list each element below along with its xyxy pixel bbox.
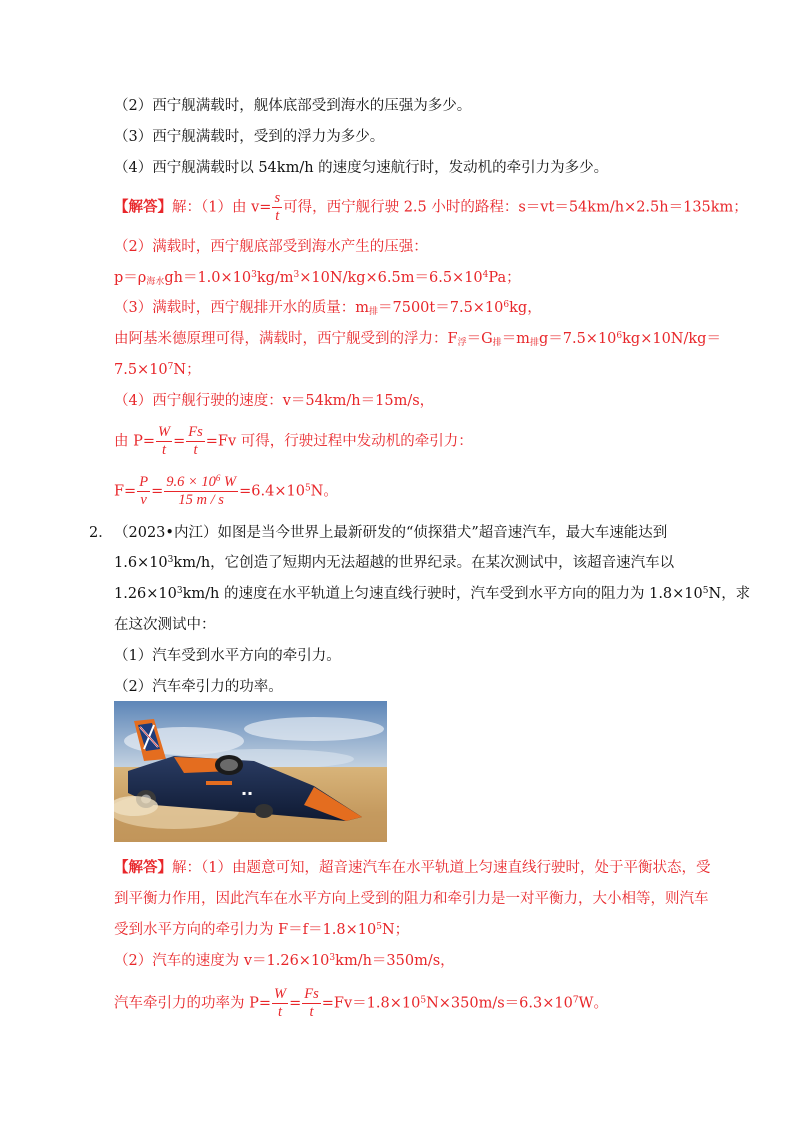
fraction-s-over-t [272, 190, 282, 225]
superscript: 7 [572, 995, 579, 1006]
text: =Fv 可得，行驶过程中发动机的牵引力： [205, 433, 473, 450]
svg-text:▪ ▪: ▪ ▪ [242, 790, 253, 797]
denominator: 15 m / s [178, 492, 224, 508]
supersonic-car-photo [114, 701, 387, 842]
answer-tag: 【解答】 [114, 859, 172, 876]
denominator: t [278, 1004, 283, 1020]
superscript: 3 [329, 953, 336, 963]
superscript: 7 [167, 362, 174, 372]
answer2-line4 [114, 951, 455, 971]
answer1-line3 [114, 268, 521, 292]
question-2: （2）西宁舰满载时，舰体底部受到海水的压强为多少。 [114, 98, 472, 114]
text: N。 [310, 483, 338, 500]
fraction-w-over-t [156, 424, 172, 459]
text: = [173, 433, 186, 450]
superscript: 3 [167, 555, 174, 565]
text: （2）汽车的速度为 v＝1.26×10 [114, 953, 330, 969]
text: kg×10N/kg＝ [622, 331, 721, 347]
superscript: 5 [420, 995, 427, 1006]
superscript: 3 [293, 270, 300, 280]
problem2-line4: 在这次测试中： [114, 617, 216, 633]
text: km/h，它创造了短期内无法超越的世界纪录。在某次测试中，该超音速汽车以 [173, 555, 675, 571]
text: p＝ρ [114, 270, 147, 286]
problem2-line2 [114, 553, 674, 573]
answer2-line5 [114, 986, 608, 1021]
answer2-line2: 到平衡力作用，因此汽车在水平方向上受到的阻力和牵引力是一对平衡力，大小相等，则汽车 [114, 891, 709, 907]
text: （1）由题意可知，超音速汽车在水平轨道上匀速直线行驶时，处于平衡状态，受 [201, 860, 711, 876]
text: g＝7.5×10 [538, 331, 617, 347]
answer2-line3 [114, 920, 409, 940]
text: 1.6×10 [114, 555, 168, 571]
text: 7.5×10 [114, 362, 168, 378]
subscript: 排 [529, 338, 539, 348]
text: N×350m/s＝6.3×10 [426, 995, 573, 1012]
text: 由 P= [114, 433, 156, 450]
text: F= [114, 483, 137, 500]
superscript: 5 [702, 586, 709, 596]
fraction-fs-over-t [186, 424, 205, 459]
subscript: 浮 [457, 338, 467, 348]
subscript: 海水 [146, 277, 165, 287]
answer-jie: 解： [172, 860, 201, 876]
numerator: s [274, 190, 281, 206]
problem2-question-2: （2）汽车牵引力的功率。 [114, 679, 283, 695]
text: N，求 [708, 586, 751, 602]
text: km/h 的速度在水平轨道上匀速直线行驶时，汽车受到水平方向的阻力为 1.8×10 [182, 586, 703, 602]
superscript: 5 [304, 483, 311, 494]
text: W。 [578, 995, 608, 1012]
answer1-line7: （4）西宁舰行驶的速度：v＝54km/h＝15m/s， [114, 393, 435, 409]
text: ＝m [501, 331, 530, 347]
subscript: 排 [368, 307, 378, 317]
numerator: W [274, 986, 287, 1002]
superscript: 5 [376, 922, 382, 932]
text: km/h＝350m/s， [335, 953, 455, 969]
superscript: 6 [503, 300, 510, 310]
text: ＝7500t＝7.5×10 [378, 300, 504, 316]
superscript: 6 [616, 331, 623, 341]
denominator: t [162, 442, 167, 458]
text: W [220, 474, 237, 490]
superscript: 3 [251, 270, 257, 280]
fraction-w-over-t [272, 986, 288, 1021]
supersonic-car-illustration [114, 701, 387, 842]
denominator: t [309, 1004, 314, 1020]
fraction-power-over-speed [164, 474, 238, 509]
problem2-line3 [114, 584, 750, 604]
text: （1）由 v= [201, 199, 272, 216]
answer2-line1 [114, 858, 710, 878]
text: ＝G [466, 331, 493, 347]
numerator [164, 474, 238, 492]
numerator: Fs [304, 986, 319, 1002]
text: gh＝1.0×10 [164, 270, 252, 286]
text: N； [381, 922, 410, 938]
answer1-line2: （2）满载时，西宁舰底部受到海水产生的压强： [114, 239, 428, 255]
numerator: W [158, 424, 171, 440]
fraction-p-over-v [137, 474, 150, 509]
answer1-line6 [114, 360, 201, 380]
text: ×10N/kg×6.5m＝6.5×10 [299, 270, 483, 286]
numerator: P [139, 474, 149, 490]
text: kg/m [256, 270, 294, 286]
superscript: 4 [482, 270, 489, 280]
answer1-line4 [114, 298, 542, 322]
superscript: 3 [176, 586, 183, 596]
answer1-line9 [114, 474, 338, 509]
question-3: （3）西宁舰满载时，受到的浮力为多少。 [114, 129, 385, 145]
problem2-line1: （2023•内江）如图是当今世界上最新研发的“侦探猎犬”超音速汽车，最大车速能达到 [114, 525, 668, 541]
text: = [289, 995, 302, 1012]
text: 1.26×10 [114, 586, 177, 602]
problem2-number: 2． [89, 525, 113, 541]
problem2-question-1: （1）汽车受到水平方向的牵引力。 [114, 648, 341, 664]
text: 受到水平方向的牵引力为 F＝f＝1.8×10 [114, 922, 377, 938]
text: N； [173, 362, 201, 378]
text: 可得，西宁舰行驶 2.5 小时的路程：s＝vt＝54km/h×2.5h＝135km； [283, 199, 748, 216]
answer1-line5 [114, 329, 721, 353]
answer1-line1 [114, 190, 748, 225]
fraction-fs-over-t [302, 986, 321, 1021]
subscript: 排 [492, 338, 502, 348]
answer-tag: 【解答】 [114, 198, 172, 216]
text: 汽车牵引力的功率为 P= [114, 995, 272, 1012]
text: kg， [509, 300, 542, 316]
text: =Fv＝1.8×10 [321, 995, 421, 1012]
denominator: v [140, 492, 147, 508]
text: 9.6 × 10 [166, 474, 216, 490]
text: =6.4×10 [239, 483, 305, 500]
superscript: 6 [215, 473, 221, 483]
text: （3）满载时，西宁舰排开水的质量：m [114, 300, 369, 316]
answer1-line8 [114, 424, 473, 459]
denominator: t [193, 442, 198, 458]
denominator: t [275, 208, 280, 224]
answer-jie: 解： [172, 199, 201, 216]
numerator: Fs [188, 424, 203, 440]
question-4: （4）西宁舰满载时以 54km/h 的速度匀速航行时，发动机的牵引力为多少。 [114, 160, 609, 176]
text: = [151, 483, 164, 500]
text: Pa； [488, 270, 521, 286]
text: 由阿基米德原理可得，满载时，西宁舰受到的浮力：F [114, 331, 458, 347]
